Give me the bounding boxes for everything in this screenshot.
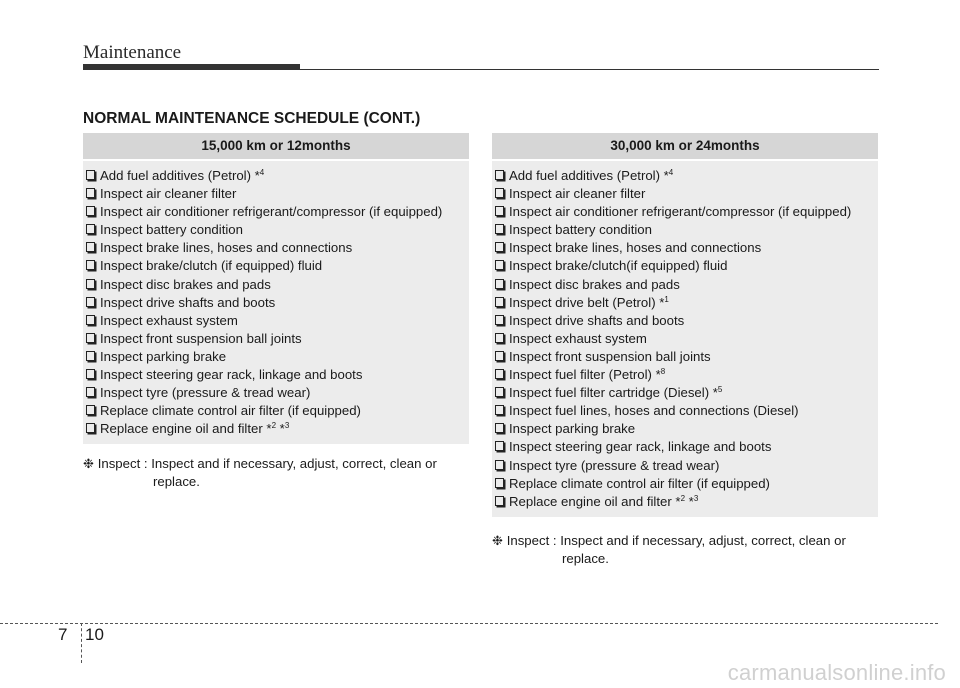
- checkbox-icon: [86, 423, 95, 433]
- checklist-item-text: Replace engine oil and filter *: [509, 493, 681, 509]
- checkbox-icon: [495, 387, 504, 397]
- footnote-asterisk: *: [685, 493, 694, 509]
- checklist-item-text: Inspect fuel lines, hoses and connections (Diesel): [509, 403, 799, 419]
- checklist-item-text: Replace climate control air filter (if equipped): [509, 475, 770, 491]
- checklist-item: [492, 294, 878, 312]
- checkbox-icon: [495, 188, 504, 198]
- checklist-item: [492, 402, 878, 420]
- checkbox-icon: [495, 423, 504, 433]
- checkbox-icon: [86, 170, 95, 180]
- checklist-item: [83, 167, 469, 185]
- checklist-item: [83, 330, 469, 348]
- checklist-item-text: Inspect air cleaner filter: [100, 186, 237, 202]
- checklist-item: [492, 203, 878, 221]
- left-inspect-note: [83, 455, 483, 491]
- checklist-item-text: Inspect air conditioner refrigerant/compressor (if equipped): [509, 204, 852, 220]
- checkbox-icon: [495, 242, 504, 252]
- checklist-item-text: Inspect drive shafts and boots: [100, 294, 276, 310]
- checklist-item: [83, 348, 469, 366]
- checklist-item-text: Inspect brake/clutch(if equipped) fluid: [509, 258, 728, 274]
- checkbox-icon: [86, 351, 95, 361]
- footnote-asterisk: *: [276, 421, 285, 437]
- checklist-item-text: Inspect tyre (pressure & tread wear): [100, 385, 311, 401]
- watermark: carmanualsonline.info: [727, 660, 946, 685]
- checklist-item: [492, 239, 878, 257]
- checkbox-icon: [495, 496, 504, 506]
- footnote-marker: 3: [284, 421, 290, 431]
- checklist-item-text: Replace climate control air filter (if equipped): [100, 403, 361, 419]
- checkbox-icon: [86, 242, 95, 252]
- checkbox-icon: [86, 188, 95, 198]
- checklist-item: [83, 294, 469, 312]
- checklist-item: [492, 457, 878, 475]
- footer-divider: [0, 623, 938, 624]
- footnote-marker: 4: [259, 168, 265, 177]
- left-note-line2: replace.: [153, 474, 200, 489]
- checklist-item-text: Inspect fuel filter (Petrol) *: [509, 367, 661, 383]
- checkbox-icon: [495, 260, 504, 270]
- checklist-item-text: Inspect exhaust system: [509, 330, 647, 346]
- footnote-marker: 2: [680, 493, 686, 503]
- left-schedule-panel: [83, 133, 469, 444]
- checklist-item: [83, 203, 469, 221]
- footnote-marker: 8: [660, 367, 666, 377]
- checklist-item-text: Inspect battery condition: [100, 222, 243, 238]
- checklist-item: [492, 438, 878, 456]
- checkbox-icon: [495, 460, 504, 470]
- checklist-item-text: Inspect tyre (pressure & tread wear): [509, 457, 720, 473]
- checkbox-icon: [86, 315, 95, 325]
- checklist-item-text: Replace engine oil and filter *: [100, 421, 272, 437]
- checklist-item: [492, 330, 878, 348]
- checklist-item-text: Inspect drive shafts and boots: [509, 312, 685, 328]
- chapter-number: 7: [58, 625, 68, 644]
- checkbox-icon: [495, 170, 504, 180]
- checklist-item-text: Inspect steering gear rack, linkage and boots: [100, 367, 363, 383]
- footnote-marker: 4: [668, 168, 674, 177]
- checklist-item-text: Inspect front suspension ball joints: [100, 330, 302, 346]
- checklist-item: [492, 493, 878, 511]
- checklist-item-text: Add fuel additives (Petrol) *: [509, 168, 669, 183]
- checkbox-icon: [495, 297, 504, 307]
- checkbox-icon: [86, 387, 95, 397]
- checklist-item: [83, 276, 469, 294]
- checklist-item-text: Inspect parking brake: [509, 421, 636, 437]
- checkbox-icon: [495, 206, 504, 216]
- checklist-item: [492, 167, 878, 185]
- header-title: Maintenance: [83, 42, 182, 63]
- right-schedule-panel: [492, 133, 878, 517]
- right-checklist: [492, 161, 878, 517]
- checkbox-icon: [495, 315, 504, 325]
- footnote-marker: 2: [271, 421, 277, 431]
- checklist-item: [83, 384, 469, 402]
- right-note-line2: replace.: [562, 551, 609, 566]
- checkbox-icon: [495, 441, 504, 451]
- page-number: 10: [85, 625, 104, 644]
- section-title: NORMAL MAINTENANCE SCHEDULE (CONT.): [83, 110, 421, 127]
- checklist-item-text: Inspect drive belt (Petrol) *: [509, 294, 665, 310]
- checklist-item: [83, 221, 469, 239]
- checkbox-icon: [495, 279, 504, 289]
- checklist-item: [83, 239, 469, 257]
- checklist-item: [492, 257, 878, 275]
- right-inspect-note: [492, 532, 892, 568]
- checkbox-icon: [495, 351, 504, 361]
- checkbox-icon: [495, 405, 504, 415]
- checkbox-icon: [495, 478, 504, 488]
- checkbox-icon: [86, 297, 95, 307]
- checkbox-icon: [86, 206, 95, 216]
- header-rule-thin: [300, 69, 879, 70]
- checkbox-icon: [86, 369, 95, 379]
- checklist-item-text: Inspect brake lines, hoses and connections: [100, 240, 353, 256]
- checklist-item: [492, 366, 878, 384]
- checklist-item-text: Inspect steering gear rack, linkage and boots: [509, 439, 772, 455]
- checklist-item: [83, 185, 469, 203]
- right-panel-heading: 30,000 km or 24months: [492, 133, 878, 159]
- checklist-item-text: Inspect brake lines, hoses and connections: [509, 240, 762, 256]
- left-checklist: [83, 161, 469, 444]
- checkbox-icon: [86, 279, 95, 289]
- checklist-item-text: Inspect brake/clutch (if equipped) fluid: [100, 258, 323, 274]
- checklist-item-text: Add fuel additives (Petrol) *: [100, 168, 260, 183]
- checkbox-icon: [86, 260, 95, 270]
- checklist-item-text: Inspect front suspension ball joints: [509, 348, 711, 364]
- checklist-item-text: Inspect air cleaner filter: [509, 186, 646, 202]
- checkbox-icon: [495, 333, 504, 343]
- checklist-item: [83, 312, 469, 330]
- checklist-item-text: Inspect parking brake: [100, 348, 227, 364]
- checklist-item: [83, 402, 469, 420]
- checkbox-icon: [495, 369, 504, 379]
- checklist-item-text: Inspect fuel filter cartridge (Diesel) *: [509, 385, 718, 401]
- left-note-line1: ❉ Inspect : Inspect and if necessary, adjust, correct, clean or: [83, 456, 437, 471]
- footer-vertical-divider: [81, 623, 82, 663]
- footnote-marker: 5: [717, 385, 723, 395]
- checkbox-icon: [86, 224, 95, 234]
- checkbox-icon: [86, 333, 95, 343]
- right-note-line1: ❉ Inspect : Inspect and if necessary, adjust, correct, clean or: [492, 533, 846, 548]
- checklist-item: [492, 221, 878, 239]
- checklist-item: [83, 257, 469, 275]
- checkbox-icon: [86, 405, 95, 415]
- header-rule-thick: [83, 64, 300, 70]
- checklist-item: [492, 475, 878, 493]
- checklist-item-text: Inspect disc brakes and pads: [509, 276, 680, 292]
- checklist-item: [492, 185, 878, 203]
- checklist-item: [83, 366, 469, 384]
- checklist-item: [492, 384, 878, 402]
- checklist-item-text: Inspect exhaust system: [100, 312, 238, 328]
- checklist-item: [492, 312, 878, 330]
- checklist-item-text: Inspect disc brakes and pads: [100, 276, 271, 292]
- checkbox-icon: [495, 224, 504, 234]
- checklist-item-text: Inspect air conditioner refrigerant/compressor (if equipped): [100, 204, 443, 220]
- checklist-item-text: Inspect battery condition: [509, 222, 652, 238]
- checklist-item: [492, 348, 878, 366]
- checklist-item: [492, 420, 878, 438]
- checklist-item: [492, 276, 878, 294]
- footnote-marker: 1: [664, 294, 669, 304]
- left-panel-heading: 15,000 km or 12months: [83, 133, 469, 159]
- footnote-marker: 3: [693, 493, 699, 503]
- checklist-item: [83, 420, 469, 438]
